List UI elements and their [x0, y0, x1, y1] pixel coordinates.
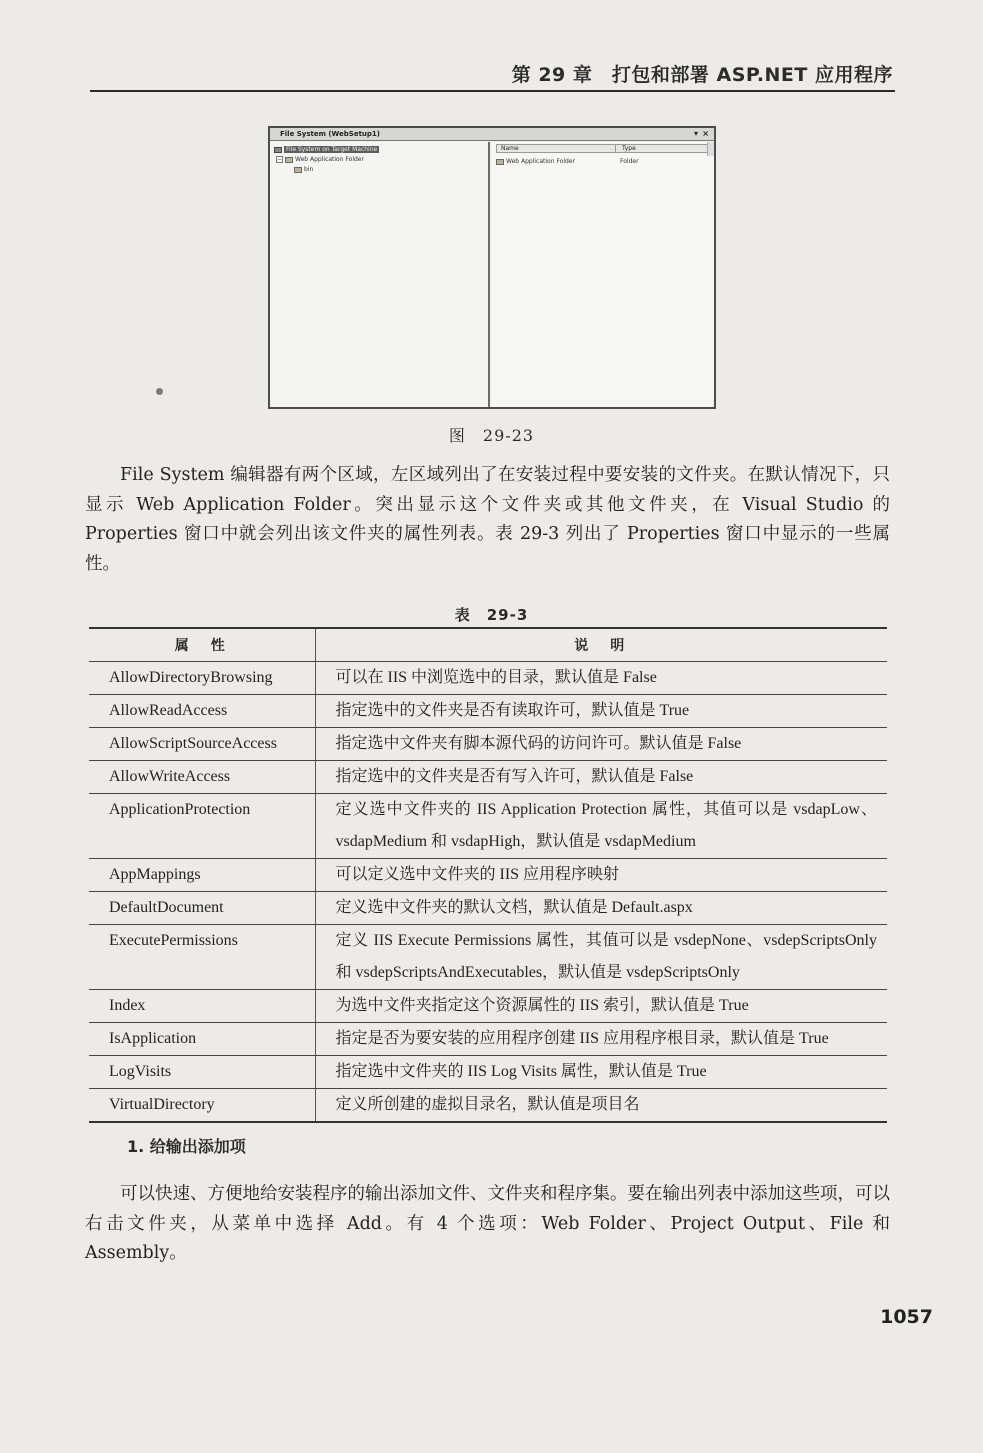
figure-caption: 图 29-23	[448, 426, 535, 445]
tree-item-web-app-folder	[276, 155, 364, 164]
folder-contents-pane	[492, 142, 714, 407]
table-row	[89, 727, 887, 760]
section-heading: 1. 给输出添加项	[127, 1137, 246, 1156]
property-description: 指定是否为要安装的应用程序创建 IIS 应用程序根目录，默认值是 True	[315, 1022, 887, 1055]
window-title-bar	[270, 128, 714, 141]
property-name: AllowDirectoryBrowsing	[89, 661, 315, 694]
table-row	[89, 891, 887, 924]
property-name: AppMappings	[89, 858, 315, 891]
table-row	[89, 989, 887, 1022]
scan-speck	[156, 388, 163, 395]
folder-tree-pane	[270, 142, 490, 407]
section-paragraph	[85, 1180, 890, 1269]
tree-item-bin	[294, 165, 313, 174]
computer-icon	[274, 147, 282, 153]
running-header	[90, 58, 895, 92]
chapter-title: 第 29 章 打包和部署 ASP.NET 应用程序	[511, 64, 893, 86]
property-description: 定义选中文件夹的默认文档，默认值是 Default.aspx	[315, 891, 887, 924]
property-description: 定义选中文件夹的 IIS Application Protection 属性，其值可以是 vsdapLow、vsdapMedium 和 vsdapHigh，默认值是 vsdapMedium	[315, 793, 887, 858]
property-name: IsApplication	[89, 1022, 315, 1055]
list-header	[496, 144, 714, 153]
intro-paragraph	[85, 461, 890, 579]
property-name: AllowReadAccess	[89, 694, 315, 727]
property-name: DefaultDocument	[89, 891, 315, 924]
table-row	[89, 1055, 887, 1088]
property-name: AllowScriptSourceAccess	[89, 727, 315, 760]
paragraph-text: File System 编辑器有两个区域，左区域列出了在安装过程中要安装的文件夹。在默认情况下，只显示 Web Application Folder。突出显示这个文件夹或其他文件夹，在 Visual Studio 的 Properties 窗口中就会列出该文件夹的属性列表。表 29-3 列出了 Properties 窗口中显示的一些属性。	[85, 465, 890, 574]
tree-item-target-machine	[274, 145, 379, 154]
table-header-row	[89, 628, 887, 661]
file-system-screenshot	[268, 126, 716, 409]
table-row	[89, 661, 887, 694]
table-caption: 表 29-3	[454, 606, 529, 624]
table-row	[89, 858, 887, 891]
column-header-type: Type	[615, 145, 636, 153]
property-name: AllowWriteAccess	[89, 760, 315, 793]
property-name: ApplicationProtection	[89, 793, 315, 858]
table-row	[89, 1088, 887, 1122]
property-description: 可以在 IIS 中浏览选中的目录，默认值是 False	[315, 661, 887, 694]
scrollbar	[707, 142, 714, 156]
list-item	[496, 157, 714, 166]
table-row	[89, 760, 887, 793]
property-description: 指定选中文件夹的 IIS Log Visits 属性，默认值是 True	[315, 1055, 887, 1088]
table-row	[89, 1022, 887, 1055]
property-description: 为选中文件夹指定这个资源属性的 IIS 索引，默认值是 True	[315, 989, 887, 1022]
property-name: Index	[89, 989, 315, 1022]
property-description: 定义 IIS Execute Permissions 属性，其值可以是 vsdepNone、vsdepScriptsOnly 和 vsdepScriptsAndExecutables，默认值是 vsdepScriptsOnly	[315, 924, 887, 989]
pin-icon: ▾	[693, 129, 698, 138]
property-name: VirtualDirectory	[89, 1088, 315, 1122]
property-name: LogVisits	[89, 1055, 315, 1088]
window-title: File System (WebSetup1)	[280, 130, 380, 138]
folder-icon	[496, 159, 504, 165]
property-description: 指定选中的文件夹是否有写入许可，默认值是 False	[315, 760, 887, 793]
property-description: 指定选中文件夹有脚本源代码的访问许可。默认值是 False	[315, 727, 887, 760]
property-description: 定义所创建的虚拟目录名，默认值是项目名	[315, 1088, 887, 1122]
column-header-description: 说 明	[315, 628, 887, 661]
paragraph-text: 可以快速、方便地给安装程序的输出添加文件、文件夹和程序集。要在输出列表中添加这些项，可以右击文件夹，从菜单中选择 Add。有 4 个选项：Web Folder、Project Output、File 和 Assembly。	[85, 1184, 890, 1263]
list-item-type: Folder	[620, 158, 639, 165]
folder-icon	[285, 157, 293, 163]
page-number: 1057	[880, 1306, 933, 1328]
tree-item-label: Web Application Folder	[295, 156, 364, 163]
table-row	[89, 793, 887, 858]
folder-icon	[294, 167, 302, 173]
close-icon: ×	[702, 129, 709, 138]
properties-table	[89, 627, 887, 1123]
property-description: 可以定义选中文件夹的 IIS 应用程序映射	[315, 858, 887, 891]
table-row	[89, 694, 887, 727]
tree-item-label: bin	[304, 166, 314, 173]
column-header-name: Name	[501, 145, 519, 152]
tree-item-label: File System on Target Machine	[286, 146, 378, 153]
property-name: ExecutePermissions	[89, 924, 315, 989]
list-item-name: Web Application Folder	[506, 158, 575, 165]
column-header-property: 属 性	[89, 628, 315, 661]
table-row	[89, 924, 887, 989]
collapse-icon: −	[277, 156, 283, 163]
property-description: 指定选中的文件夹是否有读取许可，默认值是 True	[315, 694, 887, 727]
